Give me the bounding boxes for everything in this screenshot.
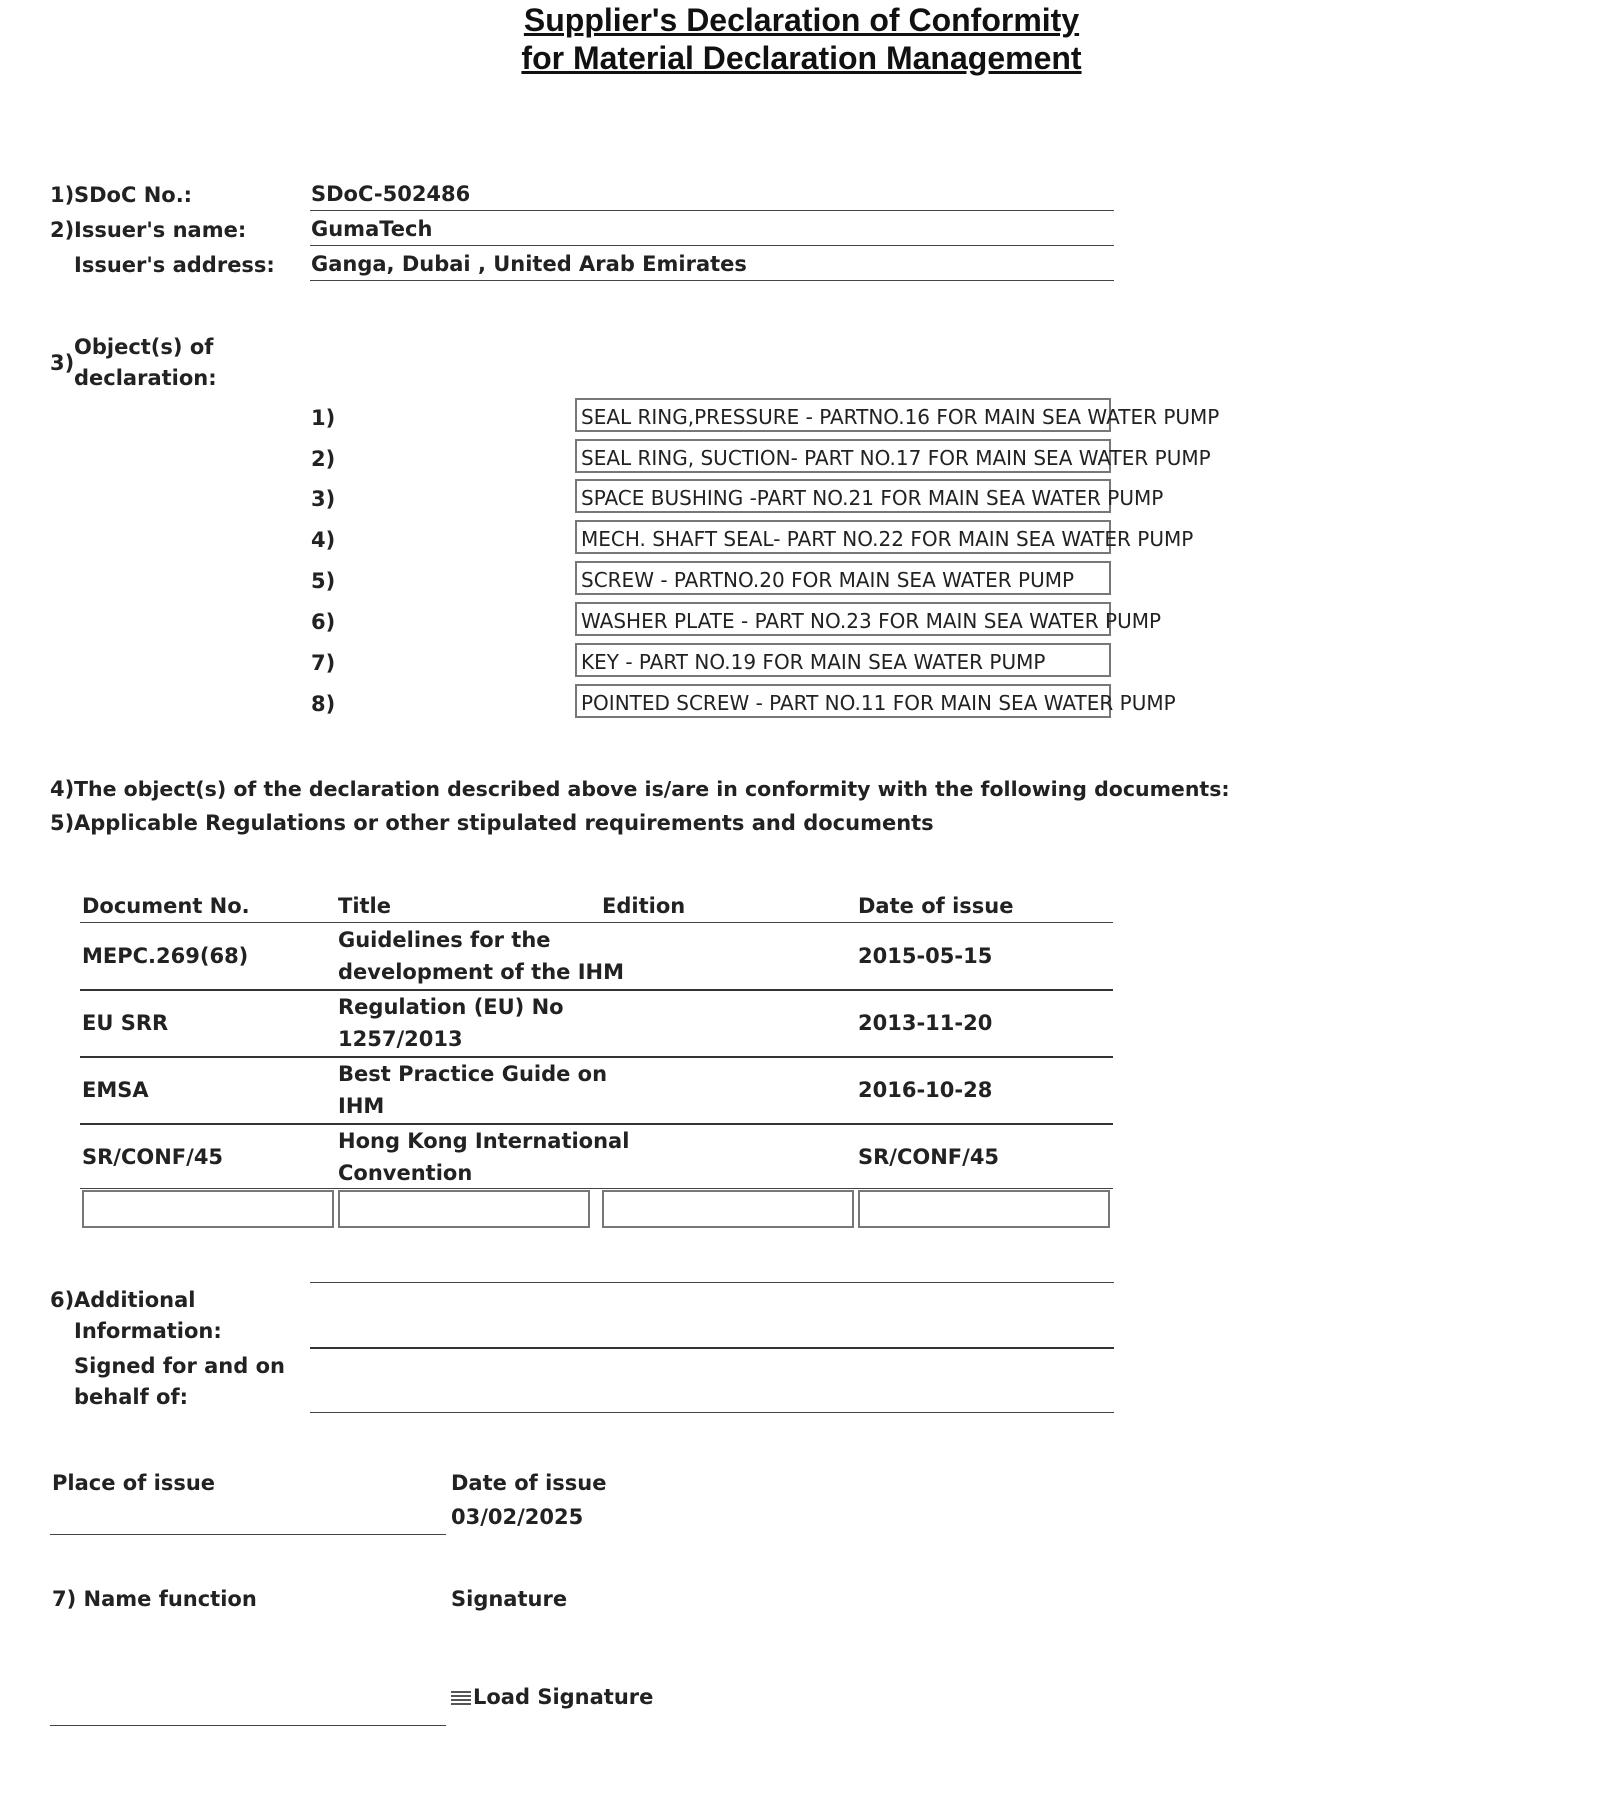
objects-label-line2: declaration: [74, 366, 217, 390]
document-lines-icon [451, 1691, 471, 1705]
conformity-statement: The object(s) of the declaration described above is/are in conformity with the following documents: [74, 777, 1230, 801]
column-header-title: Title [338, 894, 392, 918]
regulations-heading: Applicable Regulations or other stipulated requirements and documents [74, 811, 934, 835]
column-header-date-of-issue: Date of issue [858, 894, 1014, 918]
document-title-line1: Regulation (EU) No [338, 995, 564, 1019]
additional-info-index: 6) [50, 1288, 75, 1312]
additional-info-label-line2: Information: [74, 1319, 222, 1343]
object-item-field[interactable]: KEY - PART NO.19 FOR MAIN SEA WATER PUMP [575, 643, 1111, 677]
sdoc-number-index: 1) [50, 183, 75, 207]
document-title-line2: development of the IHM [338, 960, 624, 984]
document-number-cell: MEPC.269(68) [82, 944, 249, 968]
table-row-divider [80, 989, 1113, 991]
additional-info-top-line [310, 1282, 1114, 1283]
object-item-number: 1) [311, 406, 336, 430]
object-item-number: 7) [311, 651, 336, 675]
sdoc-number-label: SDoC No.: [74, 183, 193, 207]
document-title-line1: Hong Kong International [338, 1129, 630, 1153]
document-date-cell: SR/CONF/45 [858, 1145, 1000, 1169]
column-header-document-no: Document No. [82, 894, 250, 918]
signed-for-underline [310, 1412, 1114, 1413]
signed-for-label-line1: Signed for and on [74, 1354, 285, 1378]
place-of-issue-field[interactable] [52, 1502, 444, 1530]
object-item-number: 4) [311, 528, 336, 552]
objects-label-line1: Object(s) of [74, 335, 214, 359]
additional-info-label-line1: Additional [74, 1288, 196, 1312]
new-document-number-input[interactable] [82, 1190, 334, 1228]
issuer-address-value: Ganga, Dubai , United Arab Emirates [311, 252, 747, 276]
document-number-cell: SR/CONF/45 [82, 1145, 224, 1169]
new-document-edition-input[interactable] [602, 1190, 854, 1228]
page-title-line1: Supplier's Declaration of Conformity [523, 2, 1080, 38]
object-item-field[interactable]: SEAL RING, SUCTION- PART NO.17 FOR MAIN SEA WATER PUMP [575, 439, 1111, 473]
document-title-line2: IHM [338, 1094, 385, 1118]
issuer-name-value: GumaTech [311, 217, 433, 241]
object-item-number: 6) [311, 610, 336, 634]
issuer-address-underline [310, 280, 1114, 281]
issuer-name-underline [310, 245, 1114, 246]
conformity-index: 4) [50, 777, 75, 801]
object-item-field[interactable]: MECH. SHAFT SEAL- PART NO.22 FOR MAIN SEA WATER PUMP [575, 520, 1111, 554]
table-header-divider [80, 922, 1113, 923]
signed-for-field[interactable] [311, 1365, 1111, 1405]
additional-info-field[interactable] [311, 1302, 1111, 1342]
date-of-issue-value: 03/02/2025 [451, 1505, 584, 1529]
additional-info-underline [310, 1347, 1114, 1349]
sdoc-number-value: SDoC-502486 [311, 182, 471, 206]
object-item-field[interactable]: SEAL RING,PRESSURE - PARTNO.16 FOR MAIN SEA WATER PUMP [575, 398, 1111, 432]
load-signature-label: Load Signature [473, 1685, 654, 1709]
signed-for-label-line2: behalf of: [74, 1385, 189, 1409]
table-row-divider [80, 1188, 1113, 1189]
document-title-line2: 1257/2013 [338, 1027, 463, 1051]
document-title-line1: Best Practice Guide on [338, 1062, 608, 1086]
object-item-number: 5) [311, 569, 336, 593]
new-document-date-input[interactable] [858, 1190, 1110, 1228]
load-signature-button[interactable] [451, 1685, 653, 1709]
document-number-cell: EMSA [82, 1078, 149, 1102]
object-item-field[interactable]: SPACE BUSHING -PART NO.21 FOR MAIN SEA WATER PUMP [575, 479, 1111, 513]
objects-index: 3) [50, 351, 75, 375]
issuer-name-index: 2) [50, 218, 75, 242]
name-function-underline [50, 1725, 446, 1726]
document-date-cell: 2013-11-20 [858, 1011, 993, 1035]
page-title-line2: for Material Declaration Management [521, 40, 1082, 76]
object-item-field[interactable]: SCREW - PARTNO.20 FOR MAIN SEA WATER PUMP [575, 561, 1111, 595]
document-date-cell: 2015-05-15 [858, 944, 993, 968]
object-item-number: 3) [311, 487, 336, 511]
new-document-title-input[interactable] [338, 1190, 590, 1228]
issuer-name-label: Issuer's name: [74, 218, 247, 242]
name-function-label: 7) Name function [52, 1587, 257, 1611]
document-title-line1: Guidelines for the [338, 928, 551, 952]
object-item-number: 2) [311, 447, 336, 471]
name-function-field[interactable] [52, 1680, 444, 1720]
place-of-issue-label: Place of issue [52, 1471, 216, 1495]
signature-label: Signature [451, 1587, 568, 1611]
object-item-field[interactable]: POINTED SCREW - PART NO.11 FOR MAIN SEA WATER PUMP [575, 684, 1111, 718]
regulations-index: 5) [50, 811, 75, 835]
object-item-field[interactable]: WASHER PLATE - PART NO.23 FOR MAIN SEA WATER PUMP [575, 602, 1111, 636]
place-of-issue-underline [50, 1534, 446, 1535]
document-date-cell: 2016-10-28 [858, 1078, 993, 1102]
document-number-cell: EU SRR [82, 1011, 169, 1035]
column-header-edition: Edition [602, 894, 686, 918]
object-item-number: 8) [311, 692, 336, 716]
sdoc-number-underline [310, 210, 1114, 211]
issuer-address-label: Issuer's address: [74, 253, 275, 277]
date-of-issue-label: Date of issue [451, 1471, 607, 1495]
document-title-line2: Convention [338, 1161, 473, 1185]
